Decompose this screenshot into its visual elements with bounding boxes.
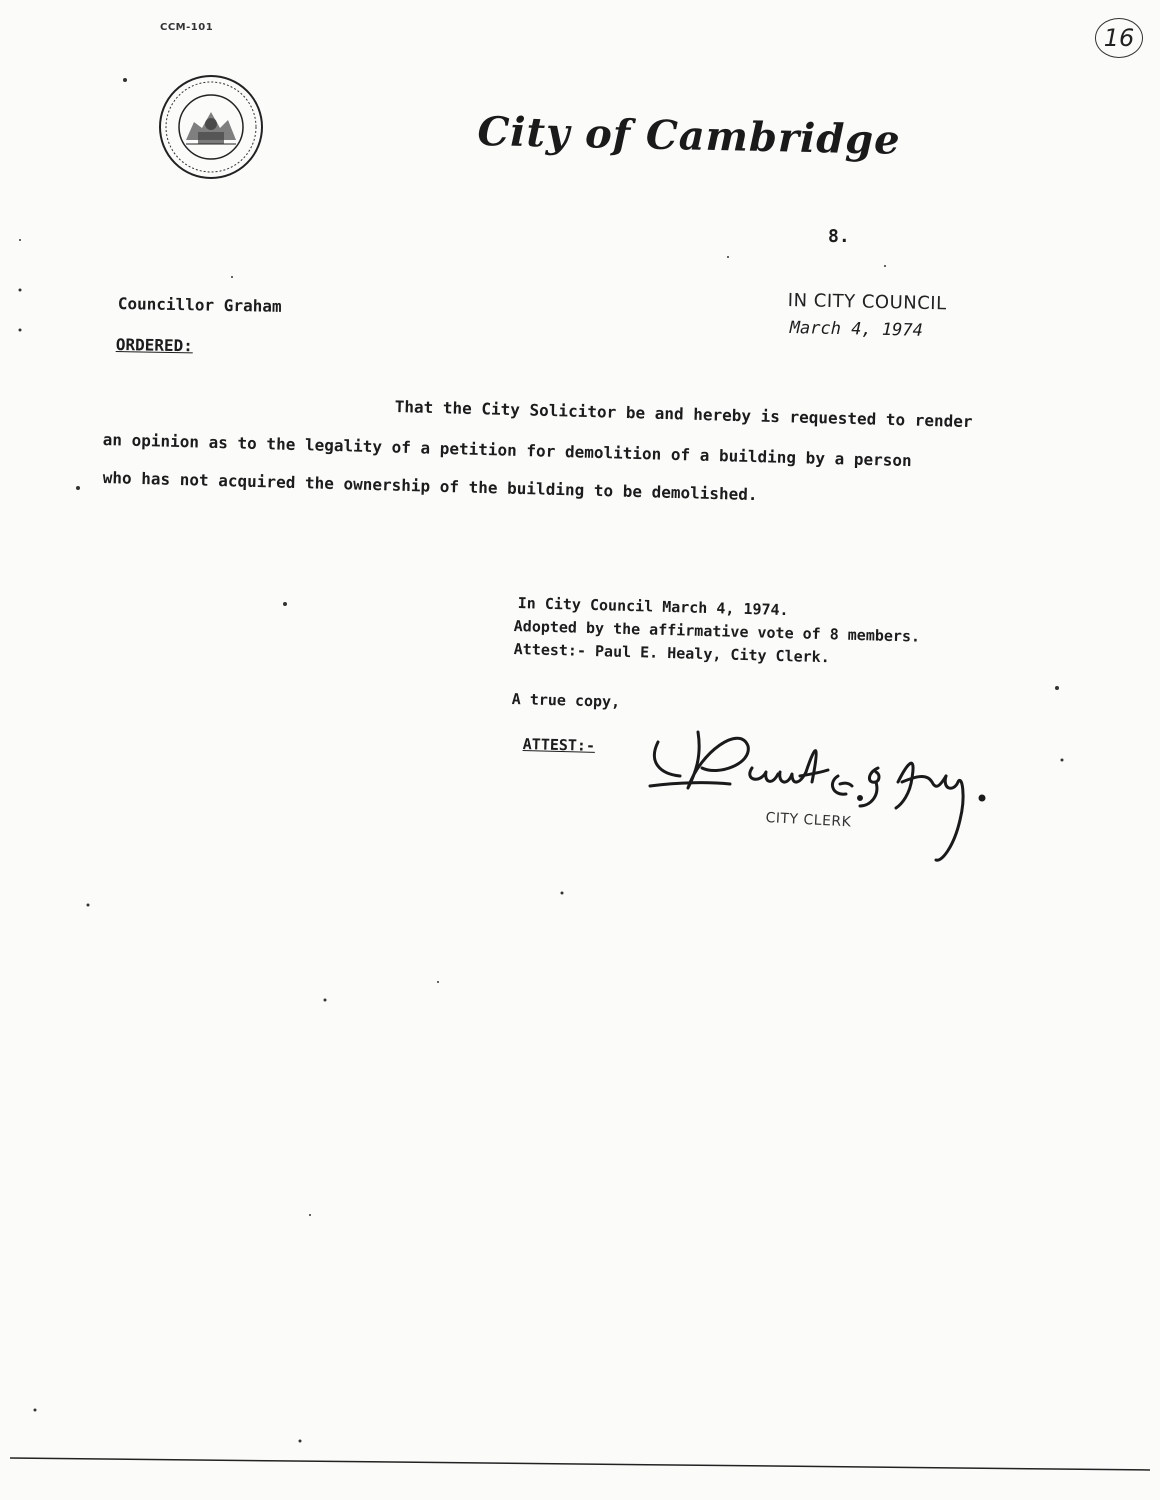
adoption-line: Adopted by the affirmative vote of 8 members. — [513, 617, 921, 646]
ordered-label: ORDERED: — [115, 335, 194, 356]
order-text-line: That the City Solicitor be and hereby is requested to render — [394, 397, 973, 432]
sponsor: Councillor Graham — [117, 294, 282, 316]
page-number: 16 — [1095, 18, 1143, 58]
signer-title: CITY CLERK — [765, 810, 852, 831]
form-code: CCM-101 — [160, 22, 214, 33]
council-date: March 4, 1974 — [789, 318, 924, 341]
order-text-line: an opinion as to the legality of a petition for demolition of a building by a person — [102, 430, 912, 471]
adoption-line: In City Council March 4, 1974. — [517, 594, 789, 620]
council-heading: IN CITY COUNCIL — [787, 290, 947, 315]
attest-label: ATTEST:- — [522, 735, 596, 755]
order-text-line: who has not acquired the ownership of the building to be demolished. — [102, 468, 758, 505]
true-copy-text: A true copy, — [511, 690, 621, 711]
adoption-line: Attest:- Paul E. Healy, City Clerk. — [513, 640, 830, 667]
item-number: 8. — [828, 226, 850, 247]
document-title: City of Cambridge — [477, 108, 902, 164]
